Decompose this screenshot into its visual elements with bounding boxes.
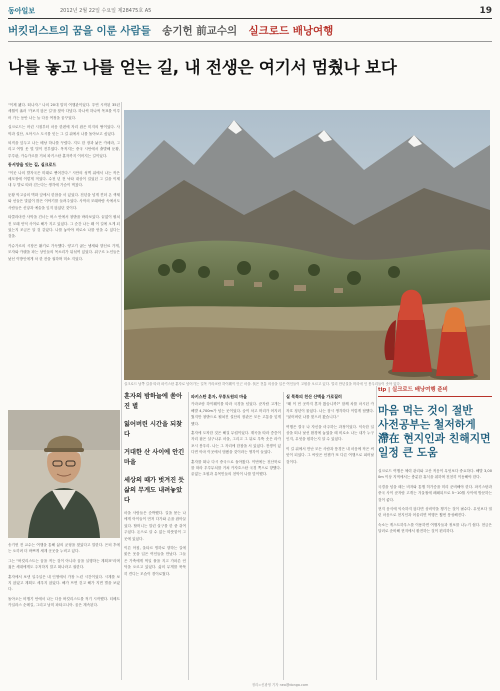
paragraph: 여행은 결국 나 자신을 마주하는 과정이었다. 익숙한 일상을 떠나 낯선 환경에 놓였을 때 비로소 나는 내가 누구인지, 무엇을 원하는지 알 수 있었다. [286,424,374,442]
pull-quote-line: 마음 먹는 것이 절반 [378,404,473,417]
paragraph: 이른 아침, 울타르 빙하로 향하는 길에 붉은 옷을 입은 여인들을 만났다. 그들은 가축에게 먹일 풀을 지고 가파른 언덕을 오르고 있었다. 삶의 무게를 묵묵히 견디는 모습이 경이로웠다. [124,546,186,576]
pull-quote-line: 잃어버린 시간을 되찾다 [124,421,183,438]
paragraph: "이곳 나의 발자국은 미래로 뻗어간다." 시안의 성벽 위에서 나는 작은 메모장에 이렇게 적었다. 수천 년 전 낙타 대상이 걸었던 그 길을 이제 내 두 발로 따라 걷는다는 생각에 가슴이 벅찼다. [8,170,120,188]
article-column-4 [286,392,374,680]
photo-caption: 실크로드 남쪽 길을 따라 파키스탄 훈자로 넘어가는 길목 카라코람 하이웨이 인근 마을. 붉은 전통 의상을 입은 여인들이 고원을 오르고 있다. 멀리 만년설을 머리에 인 봉우리들이 솟아 있다. [124,382,401,386]
paragraph: 둔황 막고굴의 벽화 앞에서 한참을 서 있었다. 천년을 넘게 견뎌 온 색채와 선들은 말없이 많은 이야기를 들려주었다. 사막의 모래바람 속에서도 사람들은 신앙과 예술을 잊지 않았던 것이다. [8,192,120,210]
column-divider [188,392,189,680]
sidebar-pull-quote [378,404,492,460]
paragraph: "왜 이 먼 곳까지 혼자 왔습니까?" 함께 차를 마시던 카자흐 청년이 물었다. 나는 잠시 생각하다 이렇게 답했다. "잃어버린 나를 찾으러 왔습니다." [286,402,374,420]
paragraph: 타클라마칸 사막을 건너는 버스 안에서 창밖을 바라보았다. 끝없이 펼쳐진 모래 언덕 사이로 해가 지고 있었다. 그 순간 나는 왜 이 길에 오게 되었는지 조금은 알 것 같았다. 나를 놓아야 비로소 나를 얻을 수 있다는 것을. [8,215,120,239]
column-divider [283,392,284,680]
newspaper-brand: 동아일보 [8,7,36,15]
paragraph: 국경을 넘을 때는 비자와 통행 허가증을 미리 준비해야 한다. 파키스탄과 중국 사이 쿤자랍 고개는 겨울철에 폐쇄되므로 5~10월 사이에 방문하는 것이 좋다. [378,484,492,502]
issue-date: 2012년 2월 22일 수요일 제28475호 A5 [60,8,152,14]
column-divider [376,386,377,680]
headline: 나를 놓고 나를 얻는 길, 내 전생은 여기서 멈췄나 보다 [8,58,397,77]
subheading: 파키스탄 훈자, 무릉도원의 마을 [191,394,247,399]
paragraph: 현지 음식에 익숙하지 않다면 상비약을 챙기는 것이 필수다. 무엇보다 열린 마음으로 현지인과 어울리면 여행은 훨씬 풍성해진다. [378,507,492,518]
portrait-image [8,410,120,538]
masthead [8,4,492,19]
pull-quote-line: 일정 큰 도움 [378,446,438,459]
paragraph: 돌아오는 비행기 안에서 나는 다음 버킷리스트를 적기 시작했다. 티베트 카일라스 순례길, 그리고 남미 파타고니아. 꿈은 계속된다. [8,596,120,608]
pull-quote-line: 사전공부는 철저하게 [378,418,476,431]
pull-quote [124,392,186,504]
article-column-1-bottom [8,542,120,680]
paragraph: 그는 "버킷리스트는 꿈을 적는 것이 아니라 꿈을 실행하는 계획표"라며 젊은 세대에게도 주저하지 말고 떠나라고 권한다. [8,558,120,570]
paragraph: 훈자에 도착한 것은 해질 무렵이었다. 계곡을 따라 층층이 자리 잡은 살구나무 마을, 그리고 그 뒤로 우뚝 솟은 라카포시 봉우리. 나는 그 자리에 한참을 서 있었다. 전생이 있다면 아마 이곳에서 멈췄을 것이라는 생각이 들었다. [191,431,281,455]
section-kicker [8,24,333,38]
paragraph: 카슈가르의 시장은 활기로 가득했다. 양고기 굽는 냄새와 향신료 가게, 모자와 카펫을 파는 상인들의 목소리가 뒤섞여 있었다. 위구르 노인들은 낯선 이방인에게 차 한 잔을 권하며 미소 지었다. [8,243,120,261]
sidebar-heading: tip | 실크로드 배낭여행 준비 [378,387,448,393]
paragraph: "이제 됐다. 떠나자." 나의 20대 말미 여행관이었다. 우연 시작된 35년 세월이 흘러 '가보지 않은 길'을 찾아 다녔다. 하나씩 하나씩 목표를 이루어 가는 동안 나는 늘 다음 여정을 꿈꾸었다. [8,103,120,120]
sidebar-body [378,468,492,680]
subheading: 동서양을 잇는 길, 실크로드 [8,162,57,168]
column-divider [121,102,122,680]
paragraph: 숙소는 게스트하우스를 이용하면 여행자들과 정보를 나누기 쉽다. 현금은 달러로 준비해 현지에서 환전하는 것이 편리하다. [378,522,492,534]
landscape-photo [124,110,490,380]
paragraph: 카라코람 하이웨이를 따라 국경을 넘었다. 쿤자랍 고개는 해발 4,700m가 넘는 곳이었다. 숨이 차고 머리가 어지러웠지만 창밖으로 펼쳐진 설산의 장관은 모든 고통을 잊게 했다. [191,402,281,426]
byline-footer: 정리=신광영 기자 neo@donga.com [251,683,309,687]
pull-quote-line: 세상의 때가 벗겨진 듯 삶의 무게도 내려놓았다 [124,477,185,504]
subheading: 실 북쪽의 천산 산맥을 가로질러 [286,394,342,399]
article-column-3 [191,392,281,680]
paragraph: 이 길 위에서 만난 모든 사람과 풍경은 내 마음에 작은 씨앗이 되었다. 그 씨앗은 언젠가 또 다른 여행으로 피어날 것이다. [286,446,374,464]
article-column-1 [8,102,120,406]
pull-quote-line: 滯在 현지인과 친해지면 [378,432,491,445]
pull-quote-line: 거대한 산 사이에 안긴 마을 [124,449,185,466]
mountain-village-image [124,110,490,380]
paragraph: 마을 사람들은 순박했다. 길을 묻는 나에게 아이들이 먼저 다가와 손을 잡아끌었다. 할머니는 말린 살구를 한 줌 쥐여 주었다. 돈으로 살 수 없는 따뜻함이 그곳에 있었다. [124,511,186,541]
paragraph: 퇴직을 앞두고 나는 배낭 하나를 꾸렸다. 지도 한 장과 낡은 카메라, 그리고 여벌 옷 몇 벌이 전부였다. 목적지는 중국 시안에서 출발해 둔황, 투루판, 카슈가르를 거쳐 파키스탄 훈자까지 이어지는 길이었다. [8,141,120,158]
page-number: 19 [479,6,492,16]
paragraph: 훈자에서 보낸 일주일은 내 인생에서 가장 느린 시간이었다. 시계를 보지 않았고 계획도 세우지 않았다. 해가 뜨면 걷고 해가 지면 별을 보았다. [8,574,120,592]
kicker-person: 송기헌 前교수의 [162,25,238,37]
paragraph: 실크로드는 어린 시절부터 마음 한편에 자리 잡은 미지의 땅이었다. 사막과 설산, 오아시스 도시를 잇는 그 길 위에서 나를 돌아보고 싶었다. [8,125,120,136]
paragraph: 훈자를 떠나 다시 중국으로 돌아왔다. 이번에는 천산북로를 따라 우루무치를 거쳐 카자흐스탄 국경 쪽으로 향했다. 끝없는 초원과 유목민들의 천막이 나를 맞이했다. [191,459,281,477]
sidebar-rule [378,396,492,397]
author-portrait [8,410,120,538]
pull-quote-line: 훈자의 밤하늘에 쏟아진 별 [124,393,183,410]
kicker-topic: 실크로드 배낭여행 [248,25,334,37]
paragraph: 송기헌 전 교수는 여행을 통해 삶의 균형을 찾았다고 말한다. 은퇴 후에는 오히려 더 바쁘게 세계 곳곳을 누비고 있다. [8,543,120,554]
kicker-rule [8,41,492,42]
paragraph: 실크로드 여행은 체력 관리와 고산 적응이 무엇보다 중요하다. 해발 3,000m 이상 지역에서는 충분한 휴식을 취하며 천천히 이동해야 한다. [378,469,492,480]
series-title: 버킷리스트의 꿈을 이룬 사람들 [8,25,151,37]
article-column-2 [124,510,186,680]
